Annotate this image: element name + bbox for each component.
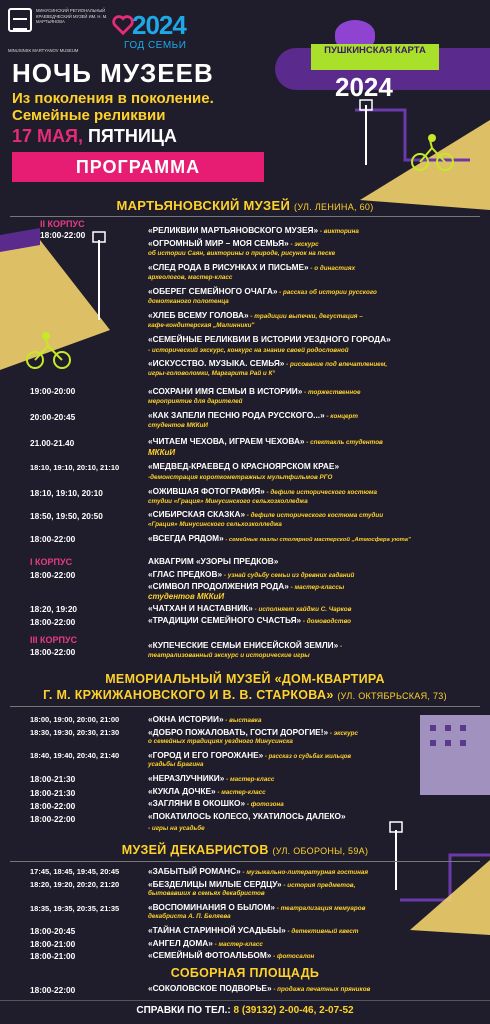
event-desc-2: декабриста А. П. Беляева xyxy=(148,913,231,920)
event-time: 18:00-22:00 xyxy=(30,814,76,824)
event-row xyxy=(148,603,351,613)
event-desc-2: -демонстрация короткометражных мультфильмов РГО xyxy=(148,474,333,481)
event-time: 18:00-21:30 xyxy=(30,774,76,784)
event-desc-2: домотканого полотенца xyxy=(148,298,229,305)
section-address: (УЛ. ОБОРОНЫ, 59А) xyxy=(272,846,369,856)
event-time: 20:00-20:45 xyxy=(30,412,76,422)
event-desc: - экскурс xyxy=(288,241,319,248)
event-time: 17:45, 18:45, 19:45, 20:45 xyxy=(30,867,120,876)
event-row xyxy=(148,811,346,821)
event-name: «СИБИРСКАЯ СКАЗКА» xyxy=(148,509,246,519)
event-desc-2: усадьбы Брагина xyxy=(148,761,204,768)
event-time: 18:10, 19:10, 20:10 xyxy=(30,488,103,498)
event-row xyxy=(148,262,355,272)
event-time: 18:10, 19:10, 20:10, 21:10 xyxy=(30,463,120,472)
event-time: 18:40, 19:40, 20:40, 21:40 xyxy=(30,751,120,760)
section-title-decembrists xyxy=(0,843,490,857)
corpus-label: I КОРПУС xyxy=(30,557,73,567)
event-desc: - викторина xyxy=(318,228,359,235)
contact-label: СПРАВКИ ПО ТЕЛ.: xyxy=(136,1005,234,1016)
event-row xyxy=(148,581,344,591)
pushkin-card-banner xyxy=(275,20,490,102)
event-name: «ХЛЕБ ВСЕМУ ГОЛОВА» xyxy=(148,310,249,320)
pushkin-year: 2024 xyxy=(335,72,393,102)
event-desc: - продажа печатных пряников xyxy=(271,986,371,993)
event-desc: - экскурс xyxy=(328,730,358,737)
event-time: 18:35, 19:35, 20:35, 21:35 xyxy=(30,904,120,913)
event-time: 18:00-22:00 xyxy=(30,534,76,544)
event-name: «СЕМЕЙНЫЙ ФОТОАЛЬБОМ» xyxy=(148,950,272,960)
event-desc-2: - исторический экскурс, конкурс на знание своей родословной xyxy=(148,347,349,354)
event-time: 19:00-20:00 xyxy=(30,386,76,396)
event-name: «СЕМЕЙНЫЕ РЕЛИКВИИ В ИСТОРИИ УЕЗДНОГО ГОРОДА» xyxy=(148,334,391,344)
section-address: (УЛ. ОКТЯБРЬСКАЯ, 73) xyxy=(337,691,447,701)
event-name: «ЧИТАЕМ ЧЕХОВА, ИГРАЕМ ЧЕХОВА» xyxy=(148,436,305,446)
event-row xyxy=(148,938,263,948)
event-name: «ДОБРО ПОЖАЛОВАТЬ, ГОСТИ ДОРОГИЕ!» xyxy=(148,727,329,737)
event-name: «МЕДВЕД-КРАЕВЕД О КРАСНОЯРСКОМ КРАЕ» xyxy=(148,461,340,471)
pushkin-card-label: ПУШКИНСКАЯ КАРТА xyxy=(311,44,439,70)
event-desc: - xyxy=(338,643,343,650)
section-name: Г. М. КРЖИЖАНОВСКОГО И В. В. СТАРКОВА» xyxy=(43,688,334,702)
event-row xyxy=(148,533,411,543)
event-name: «ОБЕРЕГ СЕМЕЙНОГО ОЧАГА» xyxy=(148,286,278,296)
event-row xyxy=(148,786,266,796)
event-desc-2: игры-головоломки, Маргарита Рай и К° xyxy=(148,370,275,377)
event-desc-2: «Грация» Минусинского сельхозколледжа xyxy=(148,521,282,528)
event-name: «ОГРОМНЫЙ МИР – МОЯ СЕМЬЯ» xyxy=(148,238,289,248)
event-row xyxy=(148,615,351,625)
event-name: «КУПЕЧЕСКИЕ СЕМЬИ ЕНИСЕЙСКОЙ ЗЕМЛИ» xyxy=(148,640,339,650)
event-desc: - спектакль студентов xyxy=(304,439,383,446)
event-row xyxy=(148,310,363,320)
event-row xyxy=(148,334,391,344)
event-desc: - домоводство xyxy=(301,618,351,625)
event-time: 18:00-21:00 xyxy=(30,939,76,949)
event-date xyxy=(12,126,177,147)
event-row xyxy=(148,486,377,496)
event-name: «СОКОЛОВСКОЕ ПОДВОРЬЕ» xyxy=(148,983,272,993)
event-desc-2: кафе-кондитерская „Малинники" xyxy=(148,322,255,329)
event-desc: - о династиях xyxy=(308,265,356,272)
event-row xyxy=(148,925,359,935)
event-desc: - дефиле исторического костюма студии xyxy=(245,512,384,519)
event-desc-2: студентов МККиИ xyxy=(148,592,225,601)
program-banner xyxy=(12,152,264,182)
event-desc: - выставка xyxy=(223,717,262,724)
event-time: 18:00-22:00 xyxy=(30,985,76,995)
event-row xyxy=(148,714,262,724)
event-row xyxy=(148,902,365,912)
event-desc: - мастер-класс xyxy=(215,789,266,796)
section-address: (УЛ. ЛЕНИНА, 60) xyxy=(294,202,374,212)
event-desc: - узнай судьбу семьи из древних гаданий xyxy=(222,572,355,579)
event-time: 18:50, 19:50, 20:50 xyxy=(30,511,103,521)
event-name: «ГЛАС ПРЕДКОВ» xyxy=(148,569,223,579)
page-title: НОЧЬ МУЗЕЕВ xyxy=(12,58,214,88)
event-desc-2: студии «Грация» Минусинского сельхозколледжа xyxy=(148,498,308,505)
footer xyxy=(0,1000,490,1024)
event-row xyxy=(148,225,359,235)
event-row xyxy=(148,410,358,420)
event-time: 18:00-22:00 xyxy=(40,230,86,240)
family-year: 2024 xyxy=(132,10,186,40)
event-desc: - семейные пазлы столярной мастерской „Атмосфера уюта" xyxy=(223,537,411,543)
event-row xyxy=(148,461,339,471)
event-name: «СЛЕД РОДА В РИСУНКАХ И ПИСЬМЕ» xyxy=(148,262,309,272)
event-name: «ТАЙНА СТАРИННОЙ УСАДЬБЫ» xyxy=(148,925,286,935)
event-name: «АНГЕЛ ДОМА» xyxy=(148,938,213,948)
event-desc: - история предметов, xyxy=(281,882,356,889)
section-title-sobornaya xyxy=(0,966,490,980)
date-weekday: ПЯТНИЦА xyxy=(82,126,177,146)
contact-phones: 8 (39132) 2-00-46, 2-07-52 xyxy=(233,1005,354,1016)
divider xyxy=(0,1000,490,1001)
section-title-martyanov xyxy=(0,198,490,213)
event-row xyxy=(148,773,274,783)
event-desc: - рассказ об истории русского xyxy=(277,289,377,296)
event-desc-2: мероприятие для дарителей xyxy=(148,398,243,405)
event-time: 21.00-21.40 xyxy=(30,438,75,448)
event-time: 18:00-21:00 xyxy=(30,951,76,961)
event-name: «КУКЛА ДОЧКЕ» xyxy=(148,786,216,796)
section-name: МУЗЕЙ ДЕКАБРИСТОВ xyxy=(121,843,269,857)
event-desc: - рисование под впечатлением, xyxy=(284,361,388,368)
date-day: 17 МАЯ, xyxy=(12,126,83,146)
event-desc-2: - игры на усадьбе xyxy=(148,825,205,832)
event-time: 18:00-22:00 xyxy=(30,617,76,627)
museum-logo-text: МИНУСИНСКИЙ РЕГИОНАЛЬНЫЙ КРАЕВЕДЧЕСКИЙ МУЗЕЙ ИМ. Н. М. МАРТЬЯНОВА xyxy=(36,8,108,24)
event-desc: - исполняет хайджи С. Чарков xyxy=(252,606,352,613)
event-row xyxy=(148,286,377,296)
event-time: 18:20, 19:20 xyxy=(30,604,78,614)
section-name: СОБОРНАЯ ПЛОЩАДЬ xyxy=(170,966,320,980)
event-desc-2: МККиИ xyxy=(148,448,176,457)
event-name: «ТРАДИЦИИ СЕМЕЙНОГО СЧАСТЬЯ» xyxy=(148,615,302,625)
event-time: 18:00-20:45 xyxy=(30,926,76,936)
event-desc-2: о семейных традициях уездного Минусинска xyxy=(148,738,293,745)
event-name: «ОЖИВШАЯ ФОТОГРАФИЯ» xyxy=(148,486,265,496)
program-label: ПРОГРАММА xyxy=(75,157,201,177)
event-desc: - фотозона xyxy=(245,801,284,808)
event-desc: - детективный квест xyxy=(285,928,359,935)
corpus-label: III КОРПУС xyxy=(30,635,78,645)
event-name: «ЗАБЫТЫЙ РОМАНС» xyxy=(148,866,241,876)
divider xyxy=(10,861,480,862)
event-row xyxy=(148,436,383,446)
event-row xyxy=(148,950,314,960)
event-desc-2: археологов, мастер-класс xyxy=(148,274,233,281)
divider xyxy=(10,216,480,217)
event-row xyxy=(148,798,284,808)
museum-logo-text-en: MINUSINSK MARTYANOV MUSEUM xyxy=(8,48,79,53)
event-name: «ВОСПОМИНАНИЯ О БЫЛОМ» xyxy=(148,902,275,912)
heart-icon xyxy=(112,14,134,36)
event-name: «КАК ЗАПЕЛИ ПЕСНЮ РОДА РУССКОГО...» xyxy=(148,410,325,420)
event-desc: - дефиле исторического костюма xyxy=(264,489,378,496)
event-name: «ЧАТХАН И НАСТАВНИК» xyxy=(148,603,253,613)
event-desc: - театрализация мемуаров xyxy=(275,905,366,912)
event-row xyxy=(148,238,319,248)
event-time: 18:00-22:00 xyxy=(30,570,76,580)
event-desc-2: об истории Саян, викторины о природе, рисунок на песке xyxy=(148,250,336,257)
event-desc: - торжественное xyxy=(302,389,361,396)
corpus-label: II КОРПУС xyxy=(40,219,85,229)
event-time: 18:00, 19:00, 20:00, 21:00 xyxy=(30,715,120,724)
event-desc-2: бытовавших в семьях декабристов xyxy=(148,890,265,897)
event-row xyxy=(148,386,361,396)
event-desc: - рассказ о судьбах жильцов xyxy=(263,754,352,760)
page-subtitle: Из поколения в поколение. Семейные реликвии xyxy=(12,90,214,124)
event-desc: - музыкально-литературная гостиная xyxy=(240,869,369,876)
event-row xyxy=(148,866,368,876)
event-name: «НЕРАЗЛУЧНИКИ» xyxy=(148,773,225,783)
event-name: «ГОРОД И ЕГО ГОРОЖАНЕ» xyxy=(148,750,264,760)
year-of-family-logo xyxy=(112,10,192,54)
family-caption: ГОД СЕМЬИ xyxy=(124,40,187,51)
event-name: «ОКНА ИСТОРИИ» xyxy=(148,714,224,724)
event-name: «ЗАГЛЯНИ В ОКОШКО» xyxy=(148,798,246,808)
event-name: «ПОКАТИЛОСЬ КОЛЕСО, УКАТИЛОСЬ ДАЛЕКО» xyxy=(148,811,346,821)
event-row xyxy=(148,569,354,579)
section-name: МЕМОРИАЛЬНЫЙ МУЗЕЙ «ДОМ-КВАРТИРА xyxy=(105,672,385,686)
event-row xyxy=(148,509,383,519)
event-desc-2: театрализованный экскурс и исторические игры xyxy=(148,652,310,659)
museum-logo xyxy=(8,8,108,53)
event-row xyxy=(148,879,355,889)
event-name: АКВАГРИМ «УЗОРЫ ПРЕДКОВ» xyxy=(148,556,279,566)
section-title-memorial xyxy=(0,672,490,686)
event-time: 18:20, 19:20, 20:20, 21:20 xyxy=(30,880,120,889)
event-row xyxy=(148,556,278,566)
contact-info xyxy=(0,1005,490,1016)
divider xyxy=(10,706,480,707)
section-name: МАРТЬЯНОВСКИЙ МУЗЕЙ xyxy=(116,198,291,213)
event-name: «СИМВОЛ ПРОДОЛЖЕНИЯ РОДА» xyxy=(148,581,289,591)
event-desc: - традиции выпечки, дегустация – xyxy=(248,313,363,320)
event-desc: - концерт xyxy=(324,413,358,420)
header xyxy=(0,0,490,190)
event-desc: - мастер-классы xyxy=(288,584,345,591)
event-name: «ИСКУССТВО. МУЗЫКА. СЕМЬЯ» xyxy=(148,358,285,368)
event-time: 18:30, 19:30, 20:30, 21:30 xyxy=(30,728,120,737)
museum-icon xyxy=(8,8,32,32)
event-row xyxy=(148,727,358,737)
event-row xyxy=(148,358,387,368)
event-time: 18:00-22:00 xyxy=(30,801,76,811)
event-name: «БЕЗДЕЛИЦЫ МИЛЫЕ СЕРДЦУ» xyxy=(148,879,282,889)
section-title-memorial-2 xyxy=(0,688,490,702)
event-desc: - мастер-класс xyxy=(224,776,275,783)
event-name: «ВСЕГДА РЯДОМ» xyxy=(148,533,224,543)
event-row xyxy=(148,640,342,650)
event-name: «РЕЛИКВИИ МАРТЬЯНОВСКОГО МУЗЕЯ» xyxy=(148,225,319,235)
event-row xyxy=(148,983,370,993)
event-desc: - фотосалон xyxy=(271,953,315,960)
event-desc: - мастер-класс xyxy=(212,941,263,948)
event-name: «СОХРАНИ ИМЯ СЕМЬИ В ИСТОРИИ» xyxy=(148,386,303,396)
event-row xyxy=(148,750,351,760)
event-time: 18:00-21:30 xyxy=(30,788,76,798)
event-desc-2: студентов МККиИ xyxy=(148,422,208,429)
event-time: 18:00-22:00 xyxy=(30,647,76,657)
